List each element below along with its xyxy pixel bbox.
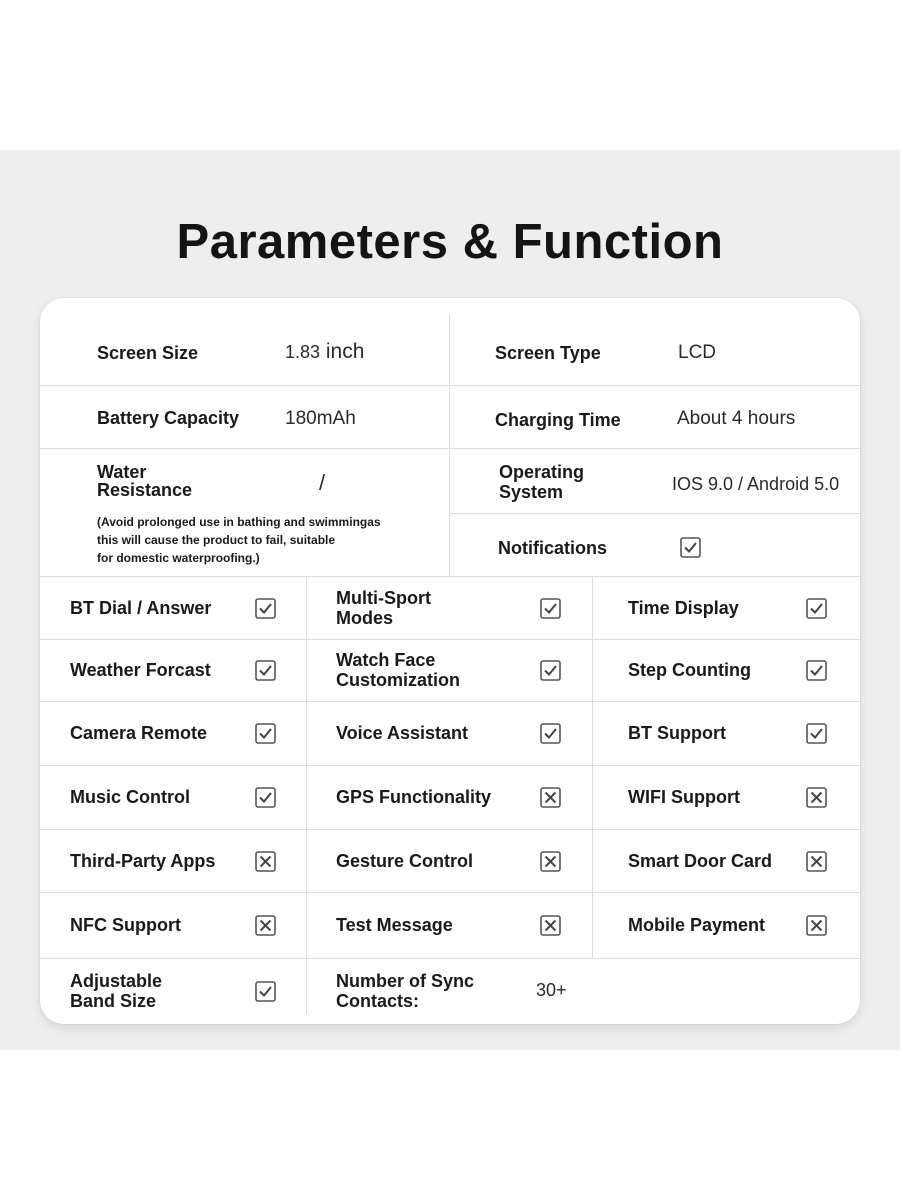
os-label-line2: System — [499, 482, 564, 502]
divider — [40, 958, 860, 959]
cross-icon — [255, 851, 276, 872]
feature-label: Watch Face Customization — [336, 650, 460, 690]
feature-label: Number of Sync Contacts: — [336, 971, 475, 1011]
divider — [40, 639, 860, 640]
os-label-line1: Operating — [499, 462, 585, 482]
check-icon — [255, 598, 276, 619]
check-icon — [255, 787, 276, 808]
screen-size-value: 1.83 inch — [285, 340, 365, 363]
check-icon — [806, 660, 827, 681]
feature-label: Voice Assistant — [336, 723, 469, 743]
check-icon — [255, 723, 276, 744]
check-icon — [540, 598, 561, 619]
notifications-label: Notifications — [498, 538, 608, 558]
feature-label: BT Dial / Answer — [70, 597, 212, 618]
divider — [40, 701, 860, 702]
water-note: (Avoid prolonged use in bathing and swimmingas this will cause the product to fail, suitable for domestic waterproofing.) — [97, 515, 381, 565]
divider — [40, 892, 860, 893]
check-icon — [255, 660, 276, 681]
feature-label: Weather Forcast — [70, 660, 211, 680]
spec-card — [40, 298, 860, 1024]
feature-label: Smart Door Card — [628, 850, 773, 871]
feature-label: GPS Functionality — [336, 787, 492, 807]
feature-label: Mobile Payment — [628, 915, 766, 935]
battery-value: 180mAh — [285, 408, 356, 429]
check-icon — [680, 537, 701, 558]
divider — [40, 829, 860, 830]
divider — [40, 385, 860, 386]
feature-value: 30+ — [536, 980, 567, 1000]
divider — [40, 765, 860, 766]
feature-label: Multi-Sport Modes — [336, 587, 431, 628]
screen-type-label: Screen Type — [495, 343, 601, 363]
cross-icon — [806, 915, 827, 936]
divider — [40, 448, 860, 449]
feature-label: Test Message — [336, 915, 453, 935]
screen-size-label: Screen Size — [97, 343, 199, 363]
feature-label: Adjustable Band Size — [70, 971, 163, 1011]
feature-label: Time Display — [628, 597, 739, 618]
divider — [40, 576, 860, 577]
water-value: / — [319, 470, 326, 495]
check-icon — [806, 723, 827, 744]
divider — [449, 314, 450, 576]
check-icon — [540, 660, 561, 681]
feature-label: Step Counting — [628, 660, 751, 680]
cross-icon — [806, 787, 827, 808]
feature-label: Music Control — [70, 787, 190, 807]
feature-label: WIFI Support — [628, 787, 740, 807]
cross-icon — [255, 915, 276, 936]
water-label-line2: Resistance — [97, 480, 193, 500]
cross-icon — [540, 915, 561, 936]
charging-value: About 4 hours — [677, 408, 796, 429]
divider — [306, 576, 307, 1014]
cross-icon — [540, 851, 561, 872]
screen-type-value: LCD — [678, 342, 717, 363]
feature-label: Gesture Control — [336, 850, 474, 871]
check-icon — [806, 598, 827, 619]
cross-icon — [540, 787, 561, 808]
page-title: Parameters & Function — [176, 215, 724, 269]
feature-label: BT Support — [628, 723, 726, 743]
battery-label: Battery Capacity — [97, 408, 240, 428]
charging-label: Charging Time — [495, 410, 621, 430]
water-label-line1: Water — [97, 462, 147, 482]
feature-label: Camera Remote — [70, 723, 208, 743]
divider — [449, 513, 860, 514]
os-value: IOS 9.0 / Android 5.0 — [672, 474, 840, 494]
check-icon — [540, 723, 561, 744]
cross-icon — [806, 851, 827, 872]
feature-label: NFC Support — [70, 915, 181, 935]
divider — [592, 576, 593, 958]
feature-label: Third-Party Apps — [70, 850, 216, 871]
check-icon — [255, 981, 276, 1002]
